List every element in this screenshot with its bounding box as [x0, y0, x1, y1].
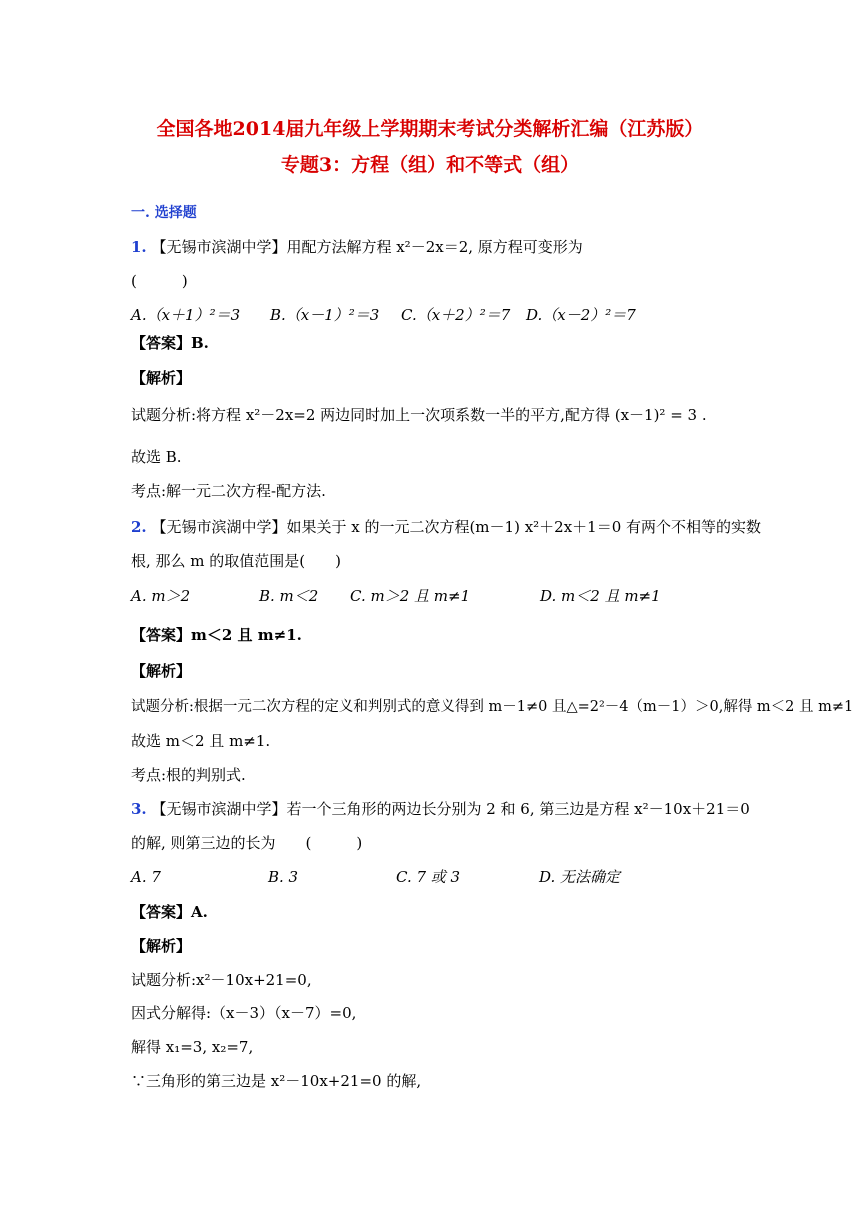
q1-option-c: C.（x＋2）²＝7: [401, 306, 511, 324]
q3-number: 3.: [131, 800, 147, 818]
q3-analysis: 试题分析:x²－10x+21=0,: [131, 971, 312, 989]
q3-option-b: B. 3: [268, 868, 299, 886]
document-subtitle: 专题3：方程（组）和不等式（组）: [280, 154, 580, 176]
section-heading: 一. 选择题: [131, 205, 197, 221]
q3-answer: 【答案】A.: [131, 903, 208, 921]
q3-stem-line1: [131, 799, 750, 819]
q1-option-b: B.（x－1）²＝3: [270, 306, 380, 324]
q3-because: ∵三角形的第三边是 x²－10x+21=0 的解,: [131, 1072, 422, 1090]
q3-option-a: A. 7: [131, 868, 161, 886]
q2-point: 考点:根的判别式.: [131, 766, 246, 784]
q1-analysis: 试题分析:将方程 x²－2x=2 两边同时加上一次项系数一半的平方,配方得 (x－1)² = 3 .: [131, 406, 707, 424]
q2-stem-text: 【无锡市滨湖中学】如果关于 x 的一元二次方程(m－1) x²＋2x＋1＝0 有两个不相等的实数: [151, 518, 762, 536]
q2-analysis-heading: 【解析】: [131, 662, 192, 680]
q1-choose: 故选 B.: [131, 448, 182, 466]
q2-option-d: D. m＜2 且 m≠1: [540, 587, 661, 605]
q1-point: 考点:解一元二次方程-配方法.: [131, 482, 326, 500]
q1-option-d: D.（x－2）²＝7: [526, 306, 636, 324]
q3-stem-line2: 的解, 则第三边的长为 ( ): [131, 834, 363, 852]
q1-answer: 【答案】B.: [131, 334, 209, 352]
q2-number: 2.: [131, 518, 147, 536]
q2-analysis: 试题分析:根据一元二次方程的定义和判别式的意义得到 m－1≠0 且△=2²－4（m－1）＞0,解得 m＜2 且 m≠1: [131, 699, 854, 715]
q1-option-a: A.（x＋1）²＝3: [131, 306, 241, 324]
q3-stem-text: 【无锡市滨湖中学】若一个三角形的两边长分别为 2 和 6, 第三边是方程 x²－10x＋21＝0: [151, 800, 750, 818]
q1-analysis-heading: 【解析】: [131, 369, 192, 387]
document-title: 全国各地2014届九年级上学期期末考试分类解析汇编（江苏版）: [156, 118, 704, 140]
q2-stem-line1: [131, 517, 761, 537]
q3-analysis-heading: 【解析】: [131, 937, 192, 955]
q2-stem-line2: 根, 那么 m 的取值范围是( ): [131, 552, 342, 570]
q1-stem-text: 【无锡市滨湖中学】用配方法解方程 x²－2x＝2, 原方程可变形为: [151, 238, 583, 256]
q1-number: 1.: [131, 238, 147, 256]
q1-stem: [131, 237, 583, 257]
q1-answer-paren: ( ): [131, 272, 188, 290]
q3-option-c: C. 7 或 3: [396, 868, 461, 886]
q2-option-b: B. m＜2: [259, 587, 319, 605]
q2-answer: 【答案】m＜2 且 m≠1.: [131, 626, 302, 644]
q2-choose: 故选 m＜2 且 m≠1.: [131, 732, 271, 750]
q3-factor: 因式分解得:（x－3）（x－7）=0,: [131, 1004, 357, 1022]
q3-solve: 解得 x₁=3, x₂=7,: [131, 1038, 254, 1056]
q2-option-a: A. m＞2: [131, 587, 191, 605]
q3-option-d: D. 无法确定: [539, 868, 621, 886]
q2-option-c: C. m＞2 且 m≠1: [350, 587, 471, 605]
